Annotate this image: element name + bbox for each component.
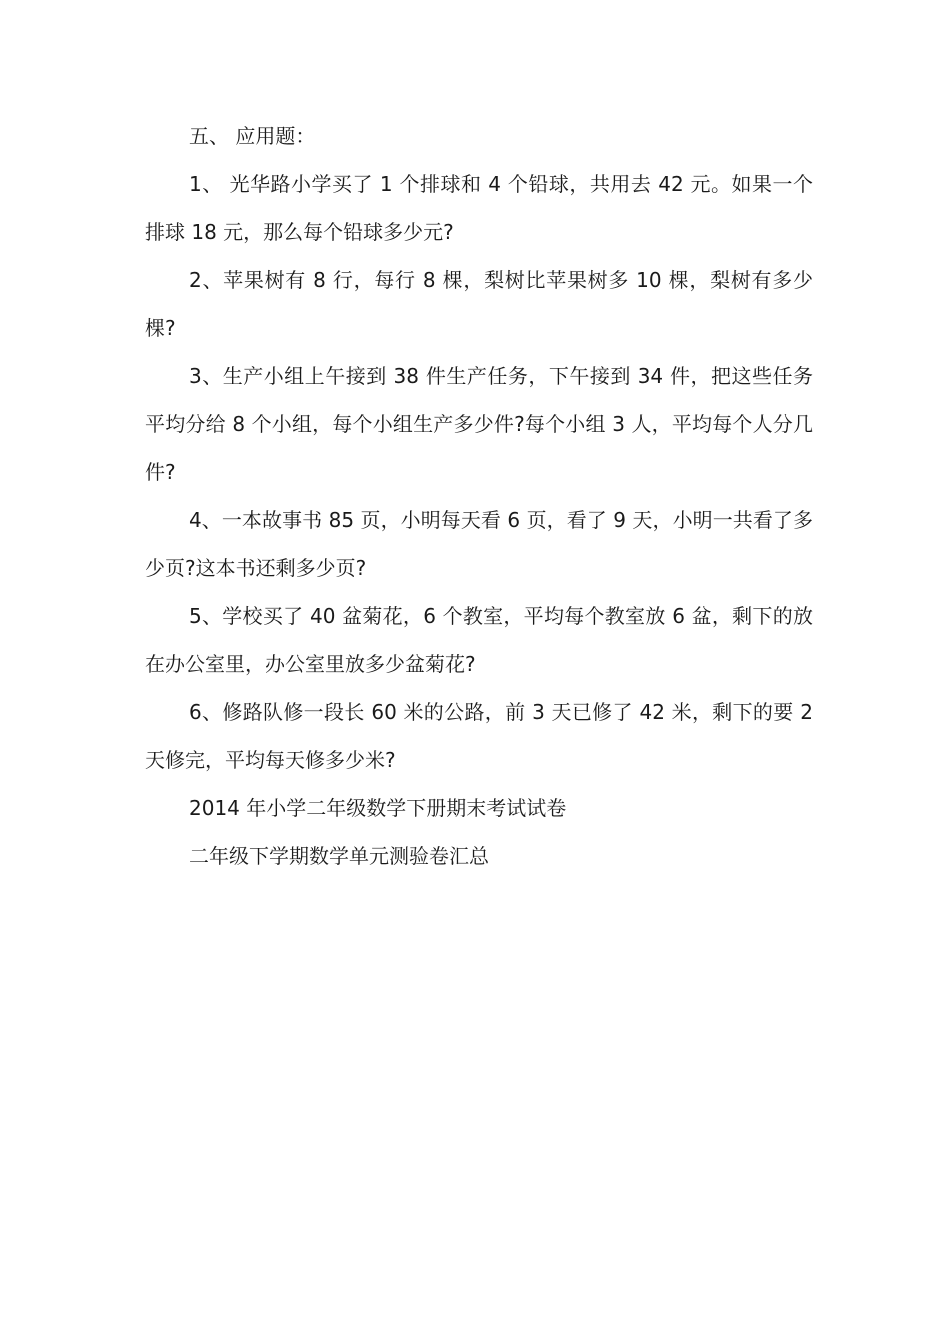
question-1: 1、 光华路小学买了 1 个排球和 4 个铅球，共用去 42 元。如果一个排球 18 元，那么每个铅球多少元? (145, 172, 813, 244)
related-link-unit-tests: 二年级下学期数学单元测验卷汇总 (189, 844, 489, 868)
document-content (145, 112, 813, 880)
question-4: 4、一本故事书 85 页，小明每天看 6 页，看了 9 天，小明一共看了多少页?这本书还剩多少页? (145, 508, 813, 580)
question-3: 3、生产小组上午接到 38 件生产任务，下午接到 34 件，把这些任务平均分给 8 个小组，每个小组生产多少件?每个小组 3 人，平均每个人分几件? (145, 364, 813, 484)
question-6: 6、修路队修一段长 60 米的公路，前 3 天已修了 42 米，剩下的要 2 天修完，平均每天修多少米? (145, 700, 813, 772)
question-2: 2、苹果树有 8 行，每行 8 棵，梨树比苹果树多 10 棵，梨树有多少棵? (145, 268, 813, 340)
section-title: 五、 应用题： (189, 124, 316, 148)
question-5: 5、学校买了 40 盆菊花，6 个教室，平均每个教室放 6 盆，剩下的放在办公室里，办公室里放多少盆菊花? (145, 604, 813, 676)
related-link-exam: 2014 年小学二年级数学下册期末考试试卷 (189, 796, 567, 820)
